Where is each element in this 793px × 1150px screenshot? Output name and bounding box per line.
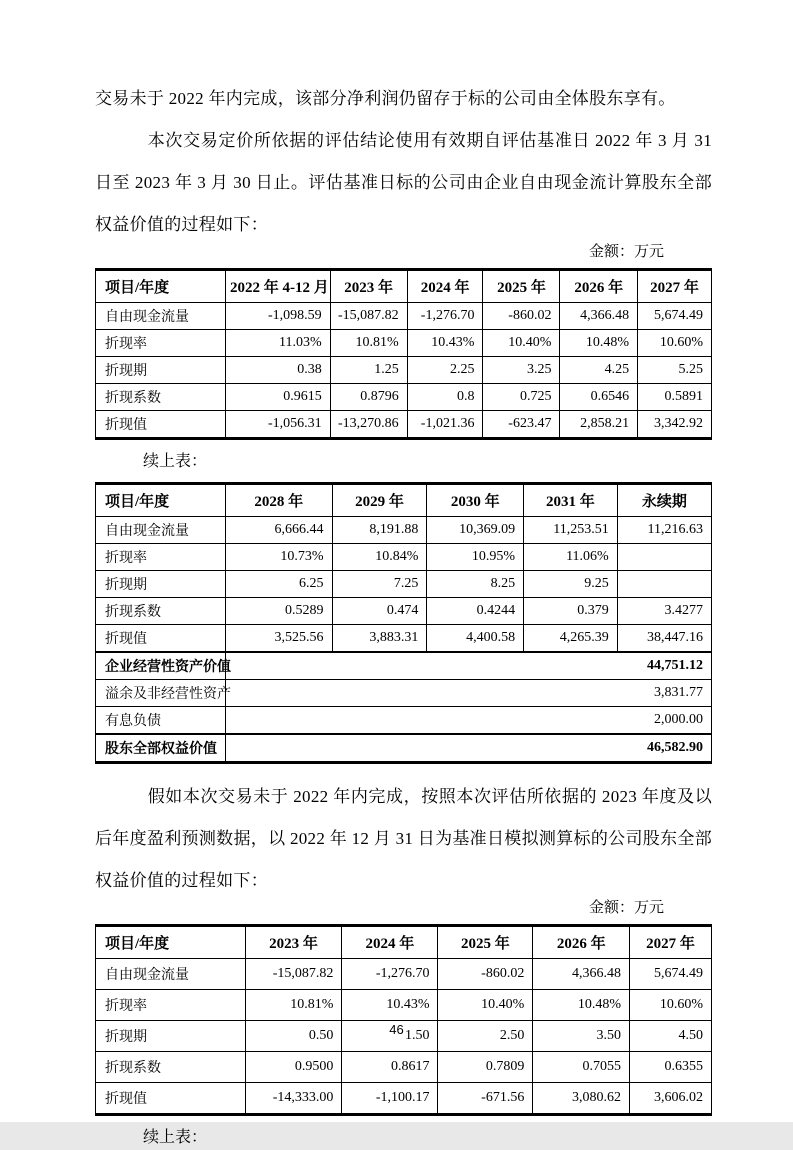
cell-value: 5,674.49 [638,303,712,330]
table-row [96,411,712,439]
cell-value: 0.474 [332,598,427,625]
cell-value: 3.25 [483,357,560,384]
cell-value: 0.6546 [560,384,638,411]
row-total-value: 44,751.12 [225,652,711,680]
cell-value: 0.8796 [330,384,407,411]
cell-value: -1,276.70 [342,959,438,990]
year-column-header: 2025 年 [483,270,560,303]
cell-value: 3,606.02 [630,1083,712,1115]
page-number: 46 [389,1022,404,1037]
cell-value: 2.25 [407,357,483,384]
cell-value: 8,191.88 [332,517,427,544]
table-row [96,734,712,763]
table-row [96,598,712,625]
cell-value: -1,276.70 [407,303,483,330]
row-label: 折现率 [96,990,246,1021]
year-column-header: 2026 年 [560,270,638,303]
cell-value: 8.25 [427,571,524,598]
row-total-value: 3,831.77 [225,680,711,707]
table-row [96,1083,712,1115]
table-row [96,652,712,680]
paragraph-continuation: 交易未于 2022 年内完成，该部分净利润仍留存于标的公司由全体股东享有。 [95,89,676,108]
paragraph-valuation-basis: 本次交易定价所依据的评估结论使用有效期自评估基准日 2022 年 3 月 31 日至 2023 年 3 月 30 日止。评估基准日标的公司由企业自由现金流计算股东全部权益价值的过程如下： [95,131,712,234]
cell-value: 4,366.48 [560,303,638,330]
cell-value: -1,100.17 [342,1083,438,1115]
year-column-header: 2023 年 [330,270,407,303]
cell-value: 10.43% [407,330,483,357]
table-row [96,625,712,653]
continued-table-label-1: 续上表： [143,453,208,470]
cell-value: 10.84% [332,544,427,571]
row-label: 折现率 [96,330,226,357]
item-year-column-header: 项目/年度 [96,926,246,959]
year-column-header: 2025 年 [438,926,533,959]
cell-value: 11,216.63 [617,517,711,544]
cell-value: 0.725 [483,384,560,411]
cell-value: -1,098.59 [225,303,330,330]
cell-value: 5.25 [638,357,712,384]
row-label: 折现期 [96,1021,246,1052]
cell-value: 5,674.49 [630,959,712,990]
cell-value [617,544,711,571]
cell-value: -1,056.31 [225,411,330,439]
cell-value [617,571,711,598]
table-row [96,384,712,411]
cell-value: 38,447.16 [617,625,711,653]
year-column-header: 2027 年 [630,926,712,959]
table-header-row [96,926,712,959]
table-row [96,959,712,990]
row-label: 溢余及非经营性资产 [96,680,226,707]
cell-value: -860.02 [483,303,560,330]
amount-unit-label-2: 金额：万元 [588,900,664,916]
year-column-header: 2031 年 [524,484,618,517]
row-label: 折现值 [96,411,226,439]
cell-value: 7.25 [332,571,427,598]
cell-value: 10.40% [483,330,560,357]
row-label: 企业经营性资产价值 [96,652,226,680]
cell-value: 1.25 [330,357,407,384]
cell-value: 0.4244 [427,598,524,625]
year-column-header: 2023 年 [245,926,342,959]
cell-value: 3,525.56 [225,625,332,653]
year-column-header: 2028 年 [225,484,332,517]
cell-value: 11.03% [225,330,330,357]
cell-value: 3.50 [533,1021,630,1052]
cell-value: 10.81% [330,330,407,357]
row-label: 股东全部权益价值 [96,734,226,763]
cell-value: -1,021.36 [407,411,483,439]
cell-value: 0.9615 [225,384,330,411]
dcf-table-simulated-period [95,924,712,1116]
table-header-row [96,484,712,517]
cell-value: -623.47 [483,411,560,439]
cell-value: 1.50 [342,1021,438,1052]
cell-value: 0.38 [225,357,330,384]
row-label: 自由现金流量 [96,303,226,330]
table-row [96,544,712,571]
continued-table-label-2: 续上表： [143,1129,208,1146]
cell-value: 10.40% [438,990,533,1021]
row-total-value: 2,000.00 [225,707,711,735]
item-year-column-header: 项目/年度 [96,484,226,517]
cell-value: 2,858.21 [560,411,638,439]
cell-value: 0.7809 [438,1052,533,1083]
year-column-header: 2030 年 [427,484,524,517]
table-row [96,1052,712,1083]
cell-value: 2.50 [438,1021,533,1052]
row-label: 折现率 [96,544,226,571]
row-label: 折现系数 [96,598,226,625]
cell-value: 10.48% [533,990,630,1021]
row-label: 折现期 [96,571,226,598]
row-total-value: 46,582.90 [225,734,711,763]
cell-value: 3.4277 [617,598,711,625]
table-header-row [96,270,712,303]
cell-value: -14,333.00 [245,1083,342,1115]
cell-value: -671.56 [438,1083,533,1115]
cell-value: 4,265.39 [524,625,618,653]
row-label: 自由现金流量 [96,517,226,544]
cell-value: 11.06% [524,544,618,571]
cell-value: 10.48% [560,330,638,357]
row-label: 折现期 [96,357,226,384]
year-column-header: 2024 年 [407,270,483,303]
cell-value: 3,883.31 [332,625,427,653]
cell-value: 0.5289 [225,598,332,625]
cell-value: 4,400.58 [427,625,524,653]
cell-value: 10,369.09 [427,517,524,544]
cell-value: 6,666.44 [225,517,332,544]
dcf-table-first-period [95,268,712,440]
cell-value: 9.25 [524,571,618,598]
cell-value: 4.25 [560,357,638,384]
row-label: 折现值 [96,625,226,653]
cell-value: 0.8 [407,384,483,411]
cell-value: 0.8617 [342,1052,438,1083]
year-column-header: 2022 年 4-12 月 [225,270,330,303]
cell-value: 4.50 [630,1021,712,1052]
cell-value: -15,087.82 [330,303,407,330]
amount-unit-label-1: 金额：万元 [588,244,664,260]
table-row [96,990,712,1021]
cell-value: 10.81% [245,990,342,1021]
year-column-header: 永续期 [617,484,711,517]
cell-value: 6.25 [225,571,332,598]
year-column-header: 2027 年 [638,270,712,303]
cell-value: 0.50 [245,1021,342,1052]
cell-value: 0.6355 [630,1052,712,1083]
cell-value: 10.73% [225,544,332,571]
table-row [96,330,712,357]
year-column-header: 2026 年 [533,926,630,959]
row-label: 折现系数 [96,1052,246,1083]
cell-value: 0.7055 [533,1052,630,1083]
cell-value: -15,087.82 [245,959,342,990]
cell-value: 3,080.62 [533,1083,630,1115]
cell-value: 10.60% [638,330,712,357]
cell-value: 0.9500 [245,1052,342,1083]
dcf-table-second-period-and-summary [95,482,712,764]
cell-value: 0.5891 [638,384,712,411]
year-column-header: 2029 年 [332,484,427,517]
table-row [96,303,712,330]
table-row [96,357,712,384]
row-label: 折现系数 [96,384,226,411]
paragraph-simulation-basis: 假如本次交易未于 2022 年内完成，按照本次评估所依据的 2023 年度及以后年度盈利预测数据，以 2022 年 12 月 31 日为基准日模拟测算标的公司股东全部权益价值的过程如下： [95,787,712,890]
cell-value: 11,253.51 [524,517,618,544]
cell-value: 4,366.48 [533,959,630,990]
cell-value: 10.60% [630,990,712,1021]
table-row [96,680,712,707]
cell-value: 10.43% [342,990,438,1021]
row-label: 自由现金流量 [96,959,246,990]
cell-value: 10.95% [427,544,524,571]
cell-value: -13,270.86 [330,411,407,439]
item-year-column-header: 项目/年度 [96,270,226,303]
cell-value: 0.379 [524,598,618,625]
year-column-header: 2024 年 [342,926,438,959]
row-label: 折现值 [96,1083,246,1115]
table-row [96,571,712,598]
row-label: 有息负债 [96,707,226,735]
cell-value: -860.02 [438,959,533,990]
table-row [96,517,712,544]
cell-value: 3,342.92 [638,411,712,439]
table-row [96,707,712,735]
